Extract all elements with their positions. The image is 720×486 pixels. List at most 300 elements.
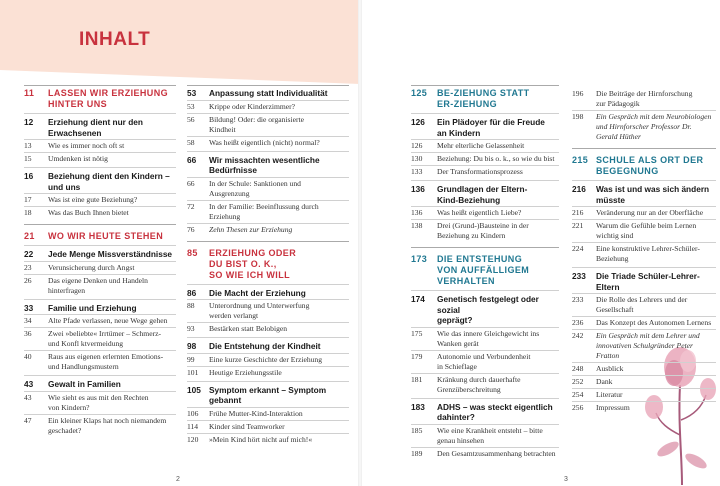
toc-subsection[interactable]	[187, 102, 349, 112]
entry-gap	[24, 296, 176, 303]
toc-subsection[interactable]	[24, 141, 176, 151]
entry-divider	[187, 151, 349, 152]
column-top-rule	[24, 85, 176, 86]
toc-section[interactable]	[411, 402, 559, 423]
entry-title: Grundlagen der Eltern- Kind-Beziehung	[437, 184, 528, 205]
page-ref: 175	[411, 328, 423, 338]
entry-gap	[24, 260, 176, 263]
entry-title: In der Familie: Beeinflussung durch Erziehung	[209, 201, 319, 221]
entry-title: Zehn Thesen zur Erziehung	[209, 224, 293, 234]
entry-divider	[411, 350, 559, 351]
toc-column-1	[24, 88, 176, 436]
toc-subsection[interactable]	[411, 426, 559, 446]
toc-subsection[interactable]	[187, 179, 349, 199]
page-ref: 15	[24, 154, 32, 163]
entry-title: Was das Buch Ihnen bietet	[48, 208, 129, 217]
page-ref: 136	[411, 184, 425, 194]
page-ref: 224	[572, 244, 584, 253]
toc-subsection[interactable]	[572, 377, 716, 387]
toc-subsection[interactable]	[411, 221, 559, 241]
entry-title: Genetisch festgelegt oder sozial geprägt?	[437, 294, 539, 325]
page-ref: 233	[572, 271, 586, 281]
page-ref: 13	[24, 141, 32, 150]
page-ref: 23	[24, 262, 32, 272]
entry-divider	[187, 420, 349, 421]
toc-section[interactable]	[24, 249, 176, 260]
entry-divider	[187, 177, 349, 178]
entry-gap	[187, 432, 349, 435]
page-ref: 130	[411, 154, 423, 163]
page-ref: 43	[24, 379, 34, 389]
toc-subsection[interactable]	[187, 368, 349, 378]
entry-gap	[24, 313, 176, 316]
entry-title: Die Triade Schüler-Lehrer-Eltern	[596, 271, 700, 292]
entry-gap	[411, 287, 559, 294]
entry-gap	[411, 218, 559, 221]
page-ref: 183	[411, 401, 425, 412]
entry-gap	[572, 264, 716, 271]
entry-gap	[572, 374, 716, 377]
entry-gap	[572, 400, 716, 403]
entry-title: Ausblick	[596, 364, 624, 373]
entry-divider	[187, 284, 349, 285]
toc-subsection[interactable]	[24, 329, 176, 349]
entry-divider	[572, 148, 716, 149]
page-ref: 99	[187, 354, 195, 364]
page-ref: 11	[24, 88, 35, 98]
entry-divider	[187, 113, 349, 114]
toc-section[interactable]	[411, 117, 559, 138]
toc-subsection[interactable]	[24, 316, 176, 326]
page-ref: 36	[24, 329, 32, 338]
page-ref: 43	[24, 392, 32, 402]
title-banner	[0, 0, 360, 84]
page-ref: 133	[411, 167, 423, 176]
toc-subsection[interactable]	[572, 295, 716, 315]
entry-gap	[187, 112, 349, 115]
toc-subsection[interactable]	[187, 324, 349, 334]
toc-subsection[interactable]	[187, 225, 349, 235]
toc-subsection[interactable]	[572, 403, 716, 413]
entry-gap	[187, 365, 349, 368]
toc-section[interactable]	[24, 117, 176, 138]
entry-title: SCHULE ALS ORT DER BEGEGNUNG	[596, 155, 704, 176]
toc-subsection[interactable]	[24, 154, 176, 164]
page-ref: 53	[187, 101, 195, 111]
entry-title: Eine kurze Geschichte der Erziehung	[209, 354, 323, 364]
page-ref: 221	[572, 221, 584, 230]
entry-divider	[187, 100, 349, 101]
entry-divider	[24, 314, 176, 315]
entry-divider	[572, 180, 716, 181]
entry-divider	[572, 242, 716, 243]
entry-gap	[572, 218, 716, 221]
entry-gap	[187, 199, 349, 202]
entry-gap	[572, 241, 716, 244]
page-ref: 242	[572, 331, 584, 340]
page-ref: 17	[24, 195, 32, 204]
page-ref: 114	[187, 421, 199, 431]
entry-divider	[572, 362, 716, 363]
page-title: INHALT	[79, 29, 151, 50]
page-ref: 86	[187, 287, 197, 298]
entry-title: Wie es immer noch oft st	[48, 141, 125, 150]
entry-gap	[24, 192, 176, 195]
page-ref: 120	[187, 434, 199, 444]
entry-gap	[411, 205, 559, 208]
entry-gap	[24, 151, 176, 154]
entry-divider	[572, 329, 716, 330]
entry-divider	[411, 373, 559, 374]
toc-subsection[interactable]	[187, 435, 349, 445]
entry-title: Drei (Grund-)Bausteine in der Beziehung zu Kindern	[437, 221, 529, 240]
entry-divider	[572, 267, 716, 268]
page-ref: 138	[411, 221, 423, 230]
page-ref: 66	[187, 154, 197, 165]
entry-title: Den Gesamtzusammenhang betrachten	[437, 448, 556, 458]
page-ref: 26	[24, 275, 32, 285]
entry-divider	[411, 424, 559, 425]
toc-subsection[interactable]	[411, 375, 559, 395]
entry-divider	[24, 391, 176, 392]
toc-subsection[interactable]	[572, 89, 716, 109]
entry-gap	[572, 328, 716, 331]
toc-section[interactable]	[187, 88, 349, 99]
page-number-left: 2	[176, 476, 180, 483]
page-ref: 21	[24, 231, 35, 241]
entry-gap	[24, 218, 176, 231]
page-ref: 34	[24, 316, 32, 325]
entry-gap	[24, 349, 176, 352]
entry-title: ERZIEHUNG ODER DU BIST O. K., SO WIE ICH WILL	[209, 247, 297, 280]
entry-title: Literatur	[596, 390, 623, 399]
entry-gap	[24, 242, 176, 249]
page-ref: 33	[24, 302, 34, 313]
page-ref: 12	[24, 117, 34, 127]
toc-section[interactable]	[411, 184, 559, 205]
toc-subsection[interactable]	[24, 195, 176, 205]
entry-gap	[411, 110, 559, 117]
page-ref: 16	[24, 171, 34, 181]
entry-title: Kinder sind Teamworker	[209, 421, 285, 431]
column-top-rule	[411, 85, 559, 86]
toc-subsection[interactable]	[572, 318, 716, 328]
entry-gap	[187, 148, 349, 155]
page-ref: 101	[187, 367, 199, 377]
toc-subsection[interactable]	[411, 208, 559, 218]
entry-title: Wie das innere Gleichgewicht ins Wanken gerät	[437, 328, 540, 348]
entry-title: Eine konstruktive Lehrer-Schüler- Beziehung	[596, 244, 700, 263]
entry-divider	[24, 139, 176, 140]
entry-gap	[411, 164, 559, 167]
entry-title: Raus aus eigenen erlernten Emotions- und Handlungsmustern	[48, 352, 164, 371]
entry-title: Die Entstehung der Kindheit	[209, 341, 321, 351]
entry-divider	[24, 152, 176, 153]
entry-title: Frühe Mutter-Kind-Interaktion	[209, 408, 303, 418]
entry-gap	[24, 164, 176, 171]
entry-title: Beziehung dient den Kindern – und uns	[48, 171, 170, 192]
toc-subsection[interactable]	[187, 138, 349, 148]
entry-divider	[24, 261, 176, 262]
entry-title: Gewalt in Familien	[48, 379, 121, 389]
entry-gap	[411, 372, 559, 375]
toc-subsection[interactable]	[411, 154, 559, 164]
toc-section[interactable]	[24, 171, 176, 192]
toc-column-4	[572, 89, 716, 413]
entry-title: Was heißt eigentlich (nicht) normal?	[209, 137, 320, 147]
toc-subsection[interactable]	[572, 221, 716, 241]
entry-title: Krippe oder Kinderzimmer?	[209, 101, 296, 111]
entry-divider	[24, 299, 176, 300]
entry-divider	[411, 219, 559, 220]
toc-section[interactable]	[187, 288, 349, 299]
entry-gap	[24, 110, 176, 117]
page-ref: 56	[187, 114, 195, 124]
entry-divider	[187, 322, 349, 323]
page-ref: 254	[572, 390, 584, 399]
entry-title: Symptom erkannt – Symptom gebannt	[209, 384, 327, 405]
entry-title: Kränkung durch dauerhafte Grenzüberschreitung	[437, 374, 521, 394]
toc-subsection[interactable]	[411, 352, 559, 372]
page-ref: 173	[411, 254, 428, 264]
entry-divider	[411, 447, 559, 448]
entry-gap	[187, 321, 349, 324]
entry-gap	[411, 326, 559, 329]
toc-section[interactable]	[24, 303, 176, 314]
entry-gap	[187, 298, 349, 301]
entry-divider	[187, 381, 349, 382]
entry-title: Die Beiträge der Hirnforschung zur Pädagogik	[596, 89, 693, 108]
entry-title: Heutige Erziehungsstile	[209, 367, 282, 377]
entry-title: Dank	[596, 377, 613, 386]
toc-section[interactable]	[187, 155, 349, 176]
toc-subsection[interactable]	[572, 390, 716, 400]
entry-gap	[411, 395, 559, 402]
entry-title: Ein Gespräch mit dem Lehrer und innovativen Schulgründer Peter Fratton	[596, 331, 700, 360]
page-ref: 248	[572, 364, 584, 373]
entry-divider	[187, 241, 349, 242]
entry-gap	[572, 177, 716, 184]
page-ref: 106	[187, 408, 199, 418]
toc-chapter[interactable]	[24, 88, 176, 110]
entry-gap	[411, 349, 559, 352]
page-ref: 174	[411, 294, 425, 304]
entry-gap	[572, 292, 716, 295]
toc-subsection[interactable]	[411, 141, 559, 151]
entry-divider	[187, 407, 349, 408]
entry-gap	[411, 138, 559, 141]
entry-divider	[24, 375, 176, 376]
toc-column-3	[411, 88, 559, 459]
entry-divider	[411, 398, 559, 399]
page-ref: 256	[572, 403, 584, 412]
entry-gap	[411, 177, 559, 184]
entry-gap	[572, 361, 716, 364]
entry-title: Was heißt eigentlich Liebe?	[437, 208, 522, 217]
toc-subsection[interactable]	[572, 112, 716, 142]
toc-subsection[interactable]	[572, 331, 716, 361]
toc-subsection[interactable]	[187, 355, 349, 365]
entry-divider	[187, 136, 349, 137]
entry-gap	[411, 151, 559, 154]
entry-title: Umdenken ist nötig	[48, 154, 108, 163]
entry-title: Wie sieht es aus mit den Rechten von Kindern?	[48, 392, 149, 412]
entry-title: Das Konzept des Autonomen Lernens	[596, 318, 712, 327]
page-ref: 66	[187, 178, 195, 188]
page-ref: 181	[411, 374, 423, 384]
toc-chapter[interactable]	[187, 248, 349, 281]
toc-subsection[interactable]	[187, 409, 349, 419]
page-ref: 236	[572, 318, 584, 327]
toc-chapter[interactable]	[411, 88, 559, 110]
toc-section[interactable]	[572, 271, 716, 292]
toc-chapter[interactable]	[572, 155, 716, 177]
entry-divider	[24, 113, 176, 114]
entry-divider	[411, 247, 559, 248]
entry-gap	[187, 99, 349, 102]
entry-title: Die Macht der Erziehung	[209, 287, 306, 298]
entry-gap	[24, 372, 176, 379]
entry-gap	[572, 205, 716, 208]
entry-title: Alte Pfade verlassen, neue Wege gehen	[48, 316, 168, 325]
entry-title: Ein Plädoyer für die Freude an Kindern	[437, 117, 545, 138]
entry-divider	[411, 113, 559, 114]
entry-title: Der Transformationsprozess	[437, 167, 523, 176]
entry-gap	[411, 241, 559, 254]
entry-divider	[411, 206, 559, 207]
entry-gap	[572, 142, 716, 155]
toc-subsection[interactable]	[187, 422, 349, 432]
entry-title: Was ist eine gute Beziehung?	[48, 195, 138, 204]
page-ref: 189	[411, 448, 423, 458]
page-ref: 233	[572, 295, 584, 304]
page-ref: 216	[572, 184, 586, 194]
toc-subsection[interactable]	[187, 202, 349, 222]
page-ref: 72	[187, 201, 195, 211]
entry-divider	[24, 274, 176, 275]
toc-subsection[interactable]	[411, 329, 559, 349]
entry-title: Warum die Gefühle beim Lernen wichtig sind	[596, 221, 697, 240]
toc-section[interactable]	[24, 379, 176, 390]
entry-title: »Mein Kind hört nicht auf mich!«	[209, 434, 313, 444]
entry-title: ADHS – was steckt eigentlich dahinter?	[437, 401, 553, 422]
entry-title: DIE ENTSTEHUNG VON AUFFÄLLIGEM VERHALTEN	[437, 254, 530, 286]
toc-subsection[interactable]	[24, 276, 176, 296]
entry-divider	[24, 350, 176, 351]
entry-gap	[187, 378, 349, 385]
entry-gap	[187, 135, 349, 138]
page-ref: 185	[411, 425, 423, 435]
toc-subsection[interactable]	[411, 449, 559, 459]
page-ref: 18	[24, 208, 32, 217]
toc-chapter[interactable]	[411, 254, 559, 287]
toc-section[interactable]	[411, 294, 559, 326]
entry-title: BE-ZIEHUNG STATT ER-ZIEHUNG	[437, 88, 530, 109]
entry-divider	[411, 180, 559, 181]
entry-divider	[187, 299, 349, 300]
toc-subsection[interactable]	[24, 263, 176, 273]
entry-divider	[24, 167, 176, 168]
entry-divider	[572, 401, 716, 402]
toc-section[interactable]	[572, 184, 716, 205]
entry-gap	[187, 352, 349, 355]
entry-divider	[24, 245, 176, 246]
toc-chapter[interactable]	[24, 231, 176, 242]
entry-title: WO WIR HEUTE STEHEN	[48, 231, 164, 241]
entry-divider	[24, 414, 176, 415]
entry-divider	[187, 353, 349, 354]
entry-gap	[24, 138, 176, 141]
toc-subsection[interactable]	[187, 301, 349, 321]
entry-title: Ein Gespräch mit dem Neurobiologen und Hirnforscher Professor Dr. Gerald Hüther	[596, 112, 712, 141]
entry-gap	[572, 315, 716, 318]
entry-divider	[187, 223, 349, 224]
entry-divider	[572, 375, 716, 376]
toc-subsection[interactable]	[187, 115, 349, 135]
entry-gap	[411, 446, 559, 449]
page-ref: 47	[24, 415, 32, 425]
entry-title: Familie und Erziehung	[48, 302, 137, 313]
entry-gap	[572, 109, 716, 112]
entry-divider	[572, 316, 716, 317]
entry-divider	[572, 110, 716, 111]
entry-divider	[187, 433, 349, 434]
toc-subsection[interactable]	[411, 167, 559, 177]
entry-gap	[187, 281, 349, 288]
page-ref: 126	[411, 141, 423, 150]
toc-subsection[interactable]	[572, 364, 716, 374]
entry-title: Veränderung nur an der Oberfläche	[596, 208, 704, 217]
page-ref: 252	[572, 377, 584, 386]
entry-title: Was ist und was sich ändern müsste	[596, 184, 710, 205]
entry-title: Jede Menge Missverständnisse	[48, 249, 173, 259]
entry-title: Wie eine Krankheit entsteht – bitte genau hinsehen	[437, 425, 543, 445]
entry-title: Ein kleiner Klaps hat noch niemandem geschadet?	[48, 415, 167, 435]
entry-title: Unterordnung und Unterwerfung werden verlangt	[209, 301, 310, 320]
entry-divider	[572, 293, 716, 294]
toc-subsection[interactable]	[572, 244, 716, 264]
toc-subsection[interactable]	[24, 416, 176, 436]
page-ref: 76	[187, 224, 195, 234]
entry-divider	[411, 327, 559, 328]
page-ref: 22	[24, 249, 34, 259]
entry-divider	[187, 366, 349, 367]
toc-subsection[interactable]	[24, 393, 176, 413]
toc-subsection[interactable]	[24, 208, 176, 218]
entry-divider	[411, 165, 559, 166]
toc-subsection[interactable]	[572, 208, 716, 218]
page-number-right: 3	[564, 476, 568, 483]
entry-title: Beziehung: Du bis o. k., so wie du bist	[437, 154, 555, 163]
toc-subsection[interactable]	[24, 352, 176, 372]
page-ref: 53	[187, 88, 197, 98]
entry-title: Das eigene Denken und Handeln hinterfragen	[48, 275, 148, 295]
entry-divider	[572, 206, 716, 207]
entry-title: Die Rolle des Lehrers und der Gesellschaft	[596, 295, 688, 314]
entry-gap	[24, 390, 176, 393]
entry-divider	[411, 152, 559, 153]
toc-section[interactable]	[187, 385, 349, 406]
entry-gap	[187, 334, 349, 341]
page-ref: 40	[24, 352, 32, 361]
entry-title: Impressum	[596, 403, 630, 412]
entry-divider	[24, 206, 176, 207]
entry-title: Verunsicherung durch Angst	[48, 262, 135, 272]
toc-section[interactable]	[187, 341, 349, 352]
entry-title: Wir missachten wesentliche Bedürfnisse	[209, 154, 320, 175]
entry-gap	[187, 406, 349, 409]
entry-title: Bestärken statt Belobigen	[209, 324, 288, 333]
